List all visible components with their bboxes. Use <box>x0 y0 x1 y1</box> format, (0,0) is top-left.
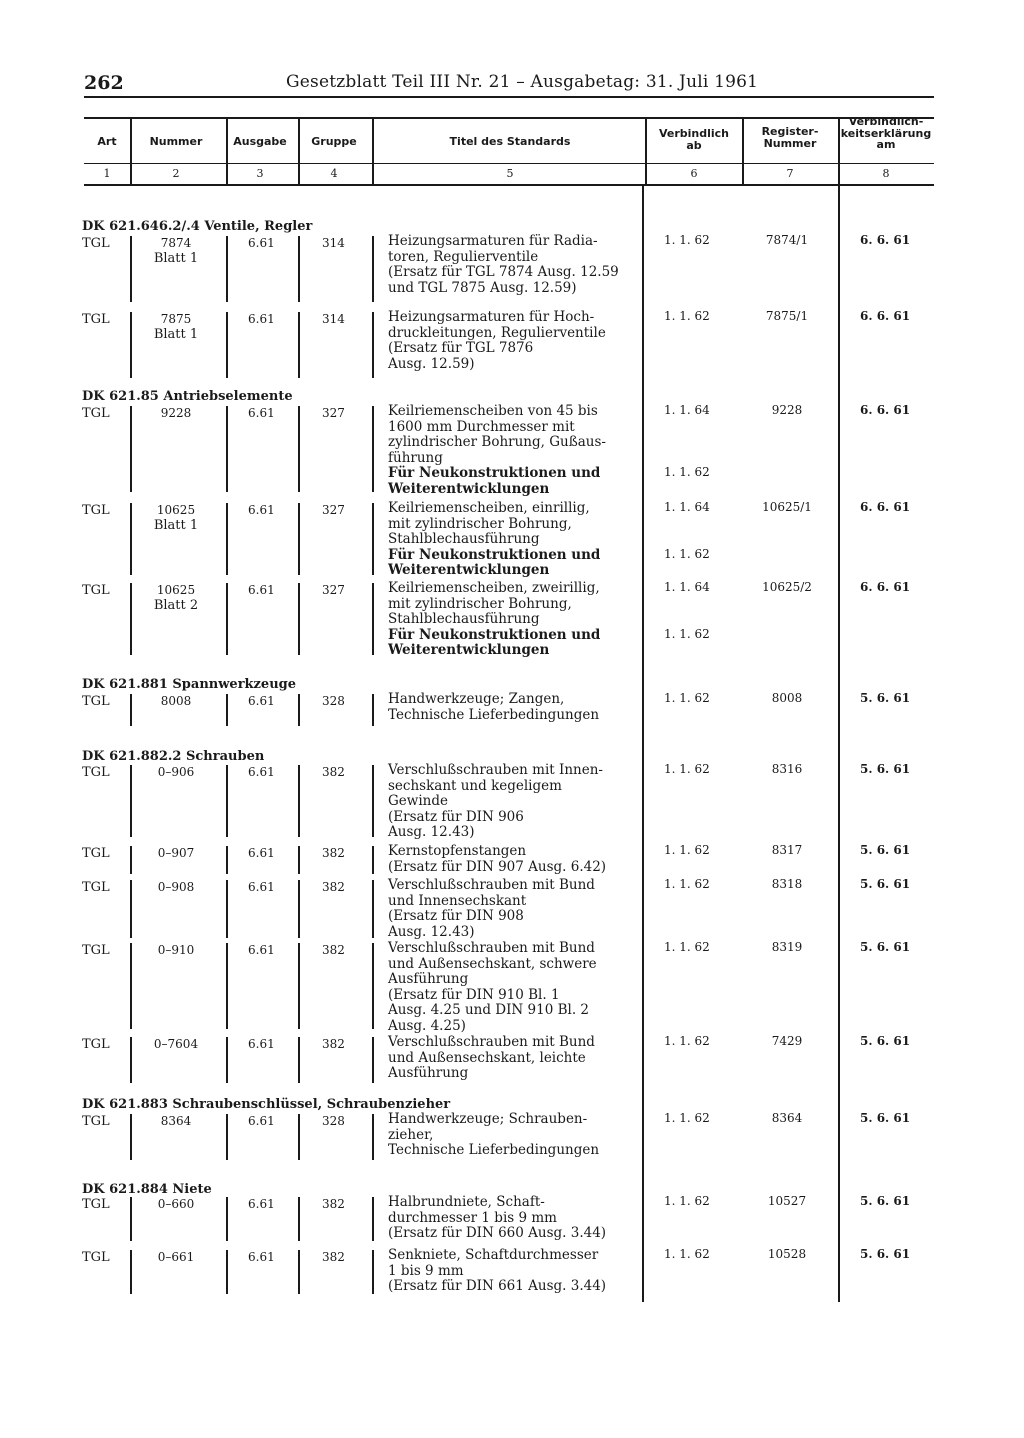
row-divider <box>226 880 228 938</box>
verbindlich-cell: 1. 1. 62 <box>664 1247 710 1261</box>
verbindlich-cell: 1. 1. 64 <box>664 403 710 417</box>
verbindlich-cell: 1. 1. 64 <box>664 500 710 514</box>
ausgabe-cell: 6.61 <box>248 1114 275 1128</box>
ausgabe-cell: 6.61 <box>248 1197 275 1211</box>
row-divider <box>226 1250 228 1294</box>
title-line: sechskant und kegeligem <box>388 777 562 794</box>
row-divider <box>130 765 132 837</box>
column-number: 5 <box>506 167 514 180</box>
column-header: Verbindlich- keitserklärung am <box>840 115 932 151</box>
art-cell: TGL <box>82 1114 110 1129</box>
title-line: (Ersatz für DIN 906 <box>388 808 524 825</box>
row-divider <box>372 846 374 874</box>
art-cell: TGL <box>82 236 110 251</box>
row-divider <box>130 1114 132 1160</box>
ausgabe-cell: 6.61 <box>248 236 275 250</box>
title-line: Ausführung <box>388 971 469 988</box>
title-line: Stahlblechausführung <box>388 611 540 628</box>
nummer-cell: 7875 <box>160 312 192 326</box>
row-divider <box>130 503 132 575</box>
title-line: mit zylindrischer Bohrung, <box>388 595 572 612</box>
title-line: Heizungsarmaturen für Radia- <box>388 233 598 249</box>
row-divider <box>130 312 132 378</box>
column-number: 3 <box>256 167 264 180</box>
row-divider <box>226 1114 228 1160</box>
header-rule <box>84 96 934 98</box>
register-cell: 8316 <box>771 762 803 776</box>
nummer-cell: 8008 <box>160 694 192 708</box>
column-header: Gruppe <box>311 135 357 148</box>
title-line: Ausg. 4.25 und DIN 910 Bl. 2 <box>388 1002 589 1019</box>
title-line: Verschlußschrauben mit Bund <box>388 877 595 893</box>
row-divider <box>298 312 300 378</box>
row-divider <box>130 1250 132 1294</box>
title-line: Keilriemenscheiben von 45 bis <box>388 403 598 419</box>
verbindlich-cell: 1. 1. 62 <box>664 309 710 323</box>
register-cell: 7875/1 <box>765 309 809 323</box>
row-divider <box>372 583 374 655</box>
register-cell: 8317 <box>771 843 803 857</box>
title-line-bold: Für Neukonstruktionen und <box>388 465 601 482</box>
row-divider <box>372 1114 374 1160</box>
gruppe-cell: 327 <box>322 583 345 597</box>
row-divider <box>130 943 132 1029</box>
row-divider <box>298 406 300 492</box>
register-cell: 8364 <box>771 1111 803 1125</box>
erklaerung-cell: 5. 6. 61 <box>860 1111 911 1125</box>
column-number: 8 <box>882 167 890 180</box>
row-divider <box>372 406 374 492</box>
erklaerung-cell: 6. 6. 61 <box>860 403 911 417</box>
title-line: Technische Lieferbedingungen <box>388 706 600 723</box>
blatt-cell: Blatt 1 <box>153 518 199 533</box>
gruppe-cell: 327 <box>322 503 345 517</box>
column-divider <box>130 118 132 186</box>
ausgabe-cell: 6.61 <box>248 406 275 420</box>
title-line: Verschlußschrauben mit Bund <box>388 940 595 956</box>
verbindlich-cell: 1. 1. 62 <box>664 843 710 857</box>
row-divider <box>298 1037 300 1083</box>
verbindlich-cell: 1. 1. 62 <box>664 762 710 776</box>
column-number: 1 <box>103 167 111 180</box>
title-line: toren, Regulierventile <box>388 248 539 265</box>
column-divider <box>642 186 644 1302</box>
column-number: 6 <box>690 167 698 180</box>
row-divider <box>130 1037 132 1083</box>
row-divider <box>130 1197 132 1241</box>
nummer-cell: 0–660 <box>157 1197 195 1211</box>
verbindlich-cell: 1. 1. 62 <box>664 1034 710 1048</box>
register-cell: 8318 <box>771 877 803 891</box>
title-line: und Außensechskant, schwere <box>388 955 597 972</box>
row-divider <box>130 406 132 492</box>
ausgabe-cell: 6.61 <box>248 880 275 894</box>
ausgabe-cell: 6.61 <box>248 765 275 779</box>
register-cell: 8008 <box>771 691 803 705</box>
title-line: Technische Lieferbedingungen <box>388 1142 600 1159</box>
nummer-cell: 0–906 <box>157 765 195 779</box>
row-divider <box>130 880 132 938</box>
table-head-bottom-rule <box>84 184 934 186</box>
column-header: Register- Nummer <box>761 125 819 150</box>
register-cell: 8319 <box>771 940 803 954</box>
nummer-cell: 7874 <box>160 236 192 250</box>
row-divider <box>372 943 374 1029</box>
row-divider <box>226 236 228 302</box>
ausgabe-cell: 6.61 <box>248 694 275 708</box>
page-number: 262 <box>84 72 124 94</box>
row-divider <box>130 236 132 302</box>
row-divider <box>226 943 228 1029</box>
gruppe-cell: 328 <box>322 1114 345 1128</box>
row-divider <box>298 1114 300 1160</box>
column-number: 4 <box>330 167 338 180</box>
register-cell: 9228 <box>771 403 803 417</box>
register-cell: 7429 <box>771 1034 803 1048</box>
column-number: 7 <box>786 167 794 180</box>
title-line: Kernstopfenstangen <box>388 843 527 859</box>
register-cell: 10625/1 <box>762 500 812 514</box>
title-line: Gewinde <box>388 793 448 810</box>
nummer-cell: 0–910 <box>157 943 195 957</box>
section-title: DK 621.881 Spannwerkzeuge <box>82 677 297 692</box>
erklaerung-cell: 5. 6. 61 <box>860 1194 911 1208</box>
ausgabe-cell: 6.61 <box>248 503 275 517</box>
title-line: (Ersatz für DIN 661 Ausg. 3.44) <box>388 1278 607 1295</box>
column-header: Verbindlich ab <box>658 127 730 152</box>
section-title: DK 621.882.2 Schrauben <box>82 749 265 764</box>
nummer-cell: 10625 <box>156 503 196 517</box>
row-divider <box>298 765 300 837</box>
column-divider <box>838 118 840 186</box>
title-line-bold: Für Neukonstruktionen und <box>388 546 601 563</box>
column-header: Nummer <box>149 135 203 148</box>
ausgabe-cell: 6.61 <box>248 1037 275 1051</box>
column-divider <box>838 186 840 1302</box>
art-cell: TGL <box>82 503 110 518</box>
register-cell: 7874/1 <box>765 233 809 247</box>
section-title: DK 621.884 Niete <box>82 1182 212 1197</box>
title-line: mit zylindrischer Bohrung, <box>388 515 572 532</box>
title-line: Ausg. 12.43) <box>388 923 475 940</box>
register-cell: 10625/2 <box>762 580 812 594</box>
row-divider <box>372 1197 374 1241</box>
title-line: Senkniete, Schaftdurchmesser <box>388 1247 599 1263</box>
title-line: (Ersatz für DIN 907 Ausg. 6.42) <box>388 858 607 875</box>
row-divider <box>298 503 300 575</box>
verbindlich-cell: 1. 1. 62 <box>664 1194 710 1208</box>
row-divider <box>130 846 132 874</box>
row-divider <box>298 880 300 938</box>
verbindlich-cell: 1. 1. 62 <box>664 626 710 641</box>
ausgabe-cell: 6.61 <box>248 943 275 957</box>
art-cell: TGL <box>82 406 110 421</box>
section-title: DK 621.883 Schraubenschlüssel, Schraubenzieher <box>82 1097 451 1112</box>
erklaerung-cell: 5. 6. 61 <box>860 877 911 891</box>
row-divider <box>298 846 300 874</box>
verbindlich-cell: 1. 1. 62 <box>664 877 710 891</box>
row-divider <box>372 503 374 575</box>
ausgabe-cell: 6.61 <box>248 846 275 860</box>
erklaerung-cell: 5. 6. 61 <box>860 762 911 776</box>
gruppe-cell: 382 <box>322 880 345 894</box>
row-divider <box>372 236 374 302</box>
nummer-cell: 8364 <box>160 1114 192 1128</box>
verbindlich-cell: 1. 1. 62 <box>664 465 710 480</box>
gruppe-cell: 382 <box>322 1197 345 1211</box>
nummer-cell: 0–907 <box>157 846 195 860</box>
title-line: Keilriemenscheiben, einrillig, <box>388 500 590 516</box>
erklaerung-cell: 5. 6. 61 <box>860 1034 911 1048</box>
title-line: (Ersatz für DIN 910 Bl. 1 <box>388 986 560 1003</box>
title-line: Heizungsarmaturen für Hoch- <box>388 309 595 325</box>
title-line: 1600 mm Durchmesser mit <box>388 418 575 435</box>
title-line: und TGL 7875 Ausg. 12.59) <box>388 279 577 296</box>
ausgabe-cell: 6.61 <box>248 312 275 326</box>
title-line-bold: Für Neukonstruktionen und <box>388 626 601 643</box>
verbindlich-cell: 1. 1. 62 <box>664 691 710 705</box>
row-divider <box>226 1037 228 1083</box>
title-line: (Ersatz für DIN 660 Ausg. 3.44) <box>388 1225 607 1242</box>
title-line: Ausg. 4.25) <box>388 1018 466 1034</box>
row-divider <box>372 694 374 726</box>
row-divider <box>372 312 374 378</box>
title-line: (Ersatz für TGL 7874 Ausg. 12.59 <box>388 264 619 281</box>
column-divider <box>742 118 744 186</box>
ausgabe-cell: 6.61 <box>248 583 275 597</box>
register-cell: 10528 <box>767 1247 807 1261</box>
erklaerung-cell: 5. 6. 61 <box>860 843 911 857</box>
erklaerung-cell: 5. 6. 61 <box>860 691 911 705</box>
verbindlich-cell: 1. 1. 62 <box>664 940 710 954</box>
page-header <box>84 72 934 98</box>
row-divider <box>130 583 132 655</box>
title-line: Stahlblechausführung <box>388 531 540 548</box>
nummer-cell: 0–661 <box>157 1250 195 1264</box>
art-cell: TGL <box>82 1197 110 1212</box>
blatt-cell: Blatt 1 <box>153 327 199 342</box>
title-line: 1 bis 9 mm <box>388 1262 464 1279</box>
gruppe-cell: 382 <box>322 846 345 860</box>
erklaerung-cell: 6. 6. 61 <box>860 580 911 594</box>
row-divider <box>372 1037 374 1083</box>
title-line: Ausg. 12.43) <box>388 824 475 841</box>
row-divider <box>298 694 300 726</box>
row-divider <box>130 694 132 726</box>
row-divider <box>372 765 374 837</box>
verbindlich-cell: 1. 1. 64 <box>664 580 710 594</box>
register-cell: 10527 <box>767 1194 807 1208</box>
row-divider <box>226 765 228 837</box>
erklaerung-cell: 6. 6. 61 <box>860 500 911 514</box>
art-cell: TGL <box>82 312 110 327</box>
verbindlich-cell: 1. 1. 62 <box>664 1111 710 1125</box>
title-line: Verschlußschrauben mit Innen- <box>388 762 603 778</box>
erklaerung-cell: 6. 6. 61 <box>860 309 911 323</box>
ausgabe-cell: 6.61 <box>248 1250 275 1264</box>
blatt-cell: Blatt 1 <box>153 251 199 266</box>
art-cell: TGL <box>82 1037 110 1052</box>
title-line: und Innensechskant <box>388 892 527 909</box>
nummer-cell: 0–908 <box>157 880 195 894</box>
row-divider <box>226 694 228 726</box>
nummer-cell: 0–7604 <box>153 1037 199 1051</box>
gruppe-cell: 382 <box>322 1250 345 1264</box>
verbindlich-cell: 1. 1. 62 <box>664 546 710 561</box>
nummer-cell: 10625 <box>156 583 196 597</box>
row-divider <box>226 503 228 575</box>
table-top-rule <box>84 117 934 119</box>
title-line: und Außensechskant, leichte <box>388 1049 586 1066</box>
art-cell: TGL <box>82 880 110 895</box>
gruppe-cell: 328 <box>322 694 345 708</box>
title-line: Ausg. 12.59) <box>388 355 475 372</box>
title-line: druckleitungen, Regulierventile <box>388 324 606 341</box>
title-line: (Ersatz für DIN 908 <box>388 908 524 925</box>
title-line: führung <box>388 449 443 466</box>
nummer-cell: 9228 <box>160 406 192 420</box>
row-divider <box>372 1250 374 1294</box>
gruppe-cell: 314 <box>322 312 345 326</box>
title-line: Halbrundniete, Schaft- <box>388 1194 545 1210</box>
section-title: DK 621.646.2/.4 Ventile, Regler <box>82 219 313 234</box>
row-divider <box>298 1250 300 1294</box>
row-divider <box>298 583 300 655</box>
row-divider <box>226 1197 228 1241</box>
title-line: durchmesser 1 bis 9 mm <box>388 1209 557 1226</box>
title-line: Handwerkzeuge; Zangen, <box>388 691 565 707</box>
row-divider <box>226 846 228 874</box>
title-line: Verschlußschrauben mit Bund <box>388 1034 595 1050</box>
title-line: (Ersatz für TGL 7876 <box>388 340 534 357</box>
row-divider <box>298 236 300 302</box>
column-header: Ausgabe <box>233 135 287 148</box>
gruppe-cell: 382 <box>322 1037 345 1051</box>
column-header: Titel des Standards <box>449 135 571 148</box>
row-divider <box>226 312 228 378</box>
column-divider <box>645 118 647 186</box>
table-num-rule <box>84 163 934 164</box>
verbindlich-cell: 1. 1. 62 <box>664 233 710 247</box>
row-divider <box>298 1197 300 1241</box>
title-line-bold: Weiterentwicklungen <box>388 481 550 497</box>
title-line: zieher, <box>388 1126 434 1143</box>
title-line: Ausführung <box>388 1065 469 1082</box>
gruppe-cell: 314 <box>322 236 345 250</box>
art-cell: TGL <box>82 694 110 709</box>
title-line: Handwerkzeuge; Schrauben- <box>388 1111 588 1127</box>
row-divider <box>226 583 228 655</box>
art-cell: TGL <box>82 943 110 958</box>
erklaerung-cell: 5. 6. 61 <box>860 1247 911 1261</box>
erklaerung-cell: 5. 6. 61 <box>860 940 911 954</box>
art-cell: TGL <box>82 846 110 861</box>
title-line: Keilriemenscheiben, zweirillig, <box>388 580 600 596</box>
title-line: zylindrischer Bohrung, Gußaus- <box>388 434 606 451</box>
column-divider <box>226 118 228 186</box>
art-cell: TGL <box>82 1250 110 1265</box>
row-divider <box>372 880 374 938</box>
title-line-bold: Weiterentwicklungen <box>388 642 550 659</box>
erklaerung-cell: 6. 6. 61 <box>860 233 911 247</box>
section-title: DK 621.85 Antriebselemente <box>82 389 293 404</box>
column-divider <box>298 118 300 186</box>
column-divider <box>372 118 374 186</box>
column-number: 2 <box>172 167 180 180</box>
gruppe-cell: 327 <box>322 406 345 420</box>
row-divider <box>298 943 300 1029</box>
title-line-bold: Weiterentwicklungen <box>388 562 550 579</box>
art-cell: TGL <box>82 765 110 780</box>
art-cell: TGL <box>82 583 110 598</box>
gruppe-cell: 382 <box>322 943 345 957</box>
column-header: Art <box>97 135 117 148</box>
gruppe-cell: 382 <box>322 765 345 779</box>
blatt-cell: Blatt 2 <box>153 598 199 613</box>
row-divider <box>226 406 228 492</box>
page-title: Gesetzblatt Teil III Nr. 21 – Ausgabetag: 31. Juli 1961 <box>286 72 759 92</box>
